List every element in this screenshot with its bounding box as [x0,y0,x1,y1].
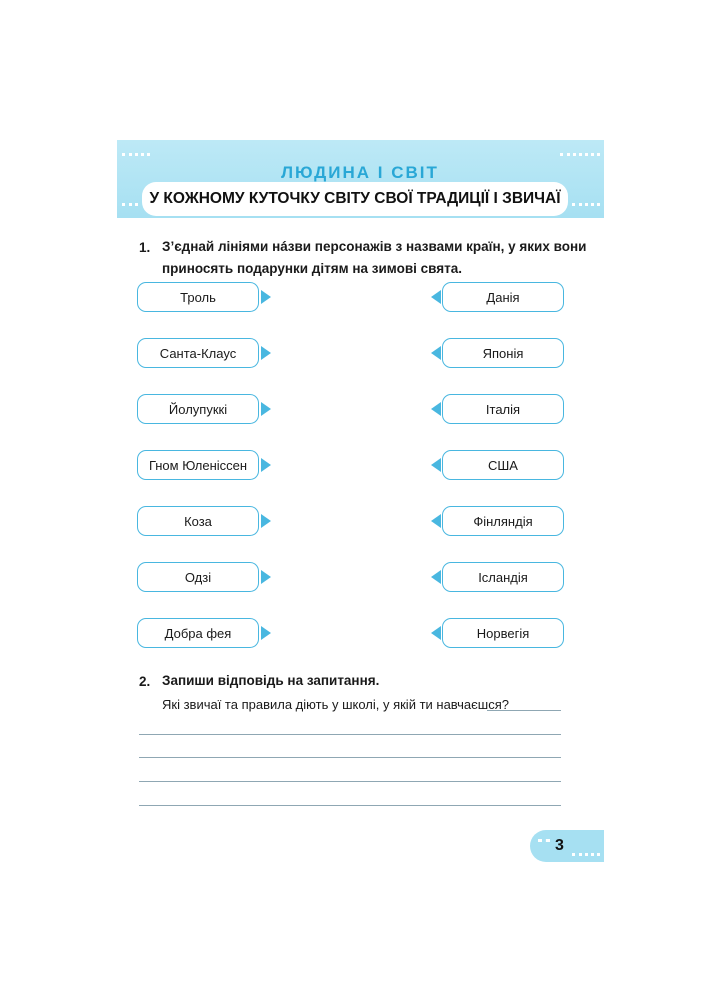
task-2-question: Які звичаї та правила діють у школі, у якій ти навчаєшся? [162,697,509,712]
task-2-instruction: Запиши відповідь на запитання. [162,673,380,688]
country-box[interactable]: Ісландія [442,562,564,592]
decorative-dots [572,853,600,856]
arrow-left-icon [431,626,441,640]
arrow-left-icon [431,402,441,416]
character-box[interactable]: Санта-Клаус [137,338,259,368]
arrow-right-icon [261,290,271,304]
arrow-right-icon [261,514,271,528]
character-box[interactable]: Добра фея [137,618,259,648]
task-1-text-line1: З’єднай лініями нáзви персонажів з назвами країн, у яких вони [162,239,587,254]
arrow-right-icon [261,570,271,584]
task-1-number: 1. [139,240,151,255]
page-number-tab [530,830,604,862]
answer-line[interactable] [487,710,561,711]
page-number: 3 [555,837,564,854]
decorative-dots [538,839,550,842]
country-box[interactable]: Італія [442,394,564,424]
subject-title: ЛЮДИНА І СВІТ [281,163,439,182]
decorative-dots [560,153,600,156]
arrow-left-icon [431,290,441,304]
character-box[interactable]: Йолупуккі [137,394,259,424]
answer-line[interactable] [139,734,561,735]
character-box[interactable]: Троль [137,282,259,312]
arrow-right-icon [261,458,271,472]
arrow-right-icon [261,626,271,640]
arrow-left-icon [431,570,441,584]
country-box[interactable]: США [442,450,564,480]
decorative-dots [572,203,600,206]
character-box[interactable]: Одзі [137,562,259,592]
country-box[interactable]: Фінляндія [442,506,564,536]
decorative-dots [122,203,138,206]
arrow-right-icon [261,402,271,416]
country-box[interactable]: Данія [442,282,564,312]
country-box[interactable]: Японія [442,338,564,368]
character-box[interactable]: Гном Юленіссен [137,450,259,480]
arrow-left-icon [431,346,441,360]
character-box[interactable]: Коза [137,506,259,536]
country-box[interactable]: Норвегія [442,618,564,648]
arrow-right-icon [261,346,271,360]
task-2-number: 2. [139,674,151,689]
arrow-left-icon [431,514,441,528]
arrow-left-icon [431,458,441,472]
page-title: У КОЖНОМУ КУТОЧКУ СВІТУ СВОЇ ТРАДИЦІЇ І ЗВИЧАЇ [149,190,561,207]
answer-line[interactable] [139,781,561,782]
task-1-text-line2: приносять подарунки дітям на зимові свята. [162,261,463,276]
answer-line[interactable] [139,757,561,758]
answer-line[interactable] [139,805,561,806]
decorative-dots [122,153,150,156]
